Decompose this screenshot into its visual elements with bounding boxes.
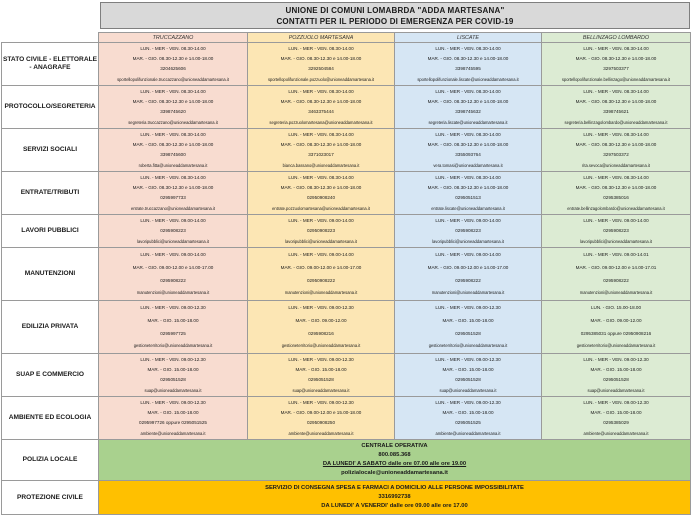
- opening-hours: MAR. - GIO. 08.30-12.30 e 14.00-18.00: [427, 99, 509, 105]
- opening-hours: LUN. - MER - VEN. 08.30-14.00: [435, 45, 501, 51]
- email-link[interactable]: gestioneterritorio@unioneaddamartesana.it: [281, 343, 361, 349]
- opening-hours: LUN. - MER - VEN. 09.00-12.30: [583, 356, 649, 362]
- email-link[interactable]: segreteria.pozzuolomartesana@unioneaddamartesana.it: [269, 119, 373, 125]
- opening-hours: LUN. - MER - VEN. 08.30-14.00: [583, 174, 649, 180]
- opening-hours: MAR. - GIO. 08.30-12.30 e 14.00-18.00: [427, 56, 509, 62]
- phone-number: 3297503377: [603, 66, 629, 72]
- protezione-info-line: SERVIZIO DI CONSEGNA SPESA E FARMACI A DOMICILIO ALLE PERSONE IMPOSSIBILITATE: [265, 485, 524, 491]
- opening-hours: MAR. - GIO. 08.30-12.30 e 14.00-18.00: [575, 185, 657, 191]
- email-link[interactable]: segreteria.bellinzagolombardo@unioneaddamartesana.it: [564, 119, 668, 125]
- contact-cell: [248, 215, 395, 248]
- email-link[interactable]: sportellopolifunzionale.pozzuolo@unioneaddamartesana.it: [267, 76, 375, 82]
- email-link[interactable]: segreteria.truccazzano@unioneaddamartesana.it: [128, 119, 218, 125]
- phone-number: 0295051525: [455, 420, 481, 426]
- section-row-edilizia-privata: [2, 301, 691, 354]
- contact-cell: [248, 86, 395, 129]
- contact-cell: [542, 248, 691, 301]
- contact-cell: [248, 397, 395, 440]
- phone-number: 0295997725: [160, 330, 186, 336]
- opening-hours: MAR. - GIO. 15.00-18.00: [147, 410, 199, 416]
- opening-hours: LUN. - MER - VEN. 09.00-14.00: [140, 217, 206, 223]
- opening-hours: LUN. - MER - VEN. 08.30-14.00: [583, 45, 649, 51]
- row-label: SERVIZI SOCIALI: [2, 129, 99, 172]
- email-link[interactable]: sportellopolifunzionale.bellinzago@unioneaddamartesana.it: [561, 76, 671, 82]
- contact-cell: [99, 43, 248, 86]
- contact-cell: [395, 129, 542, 172]
- section-row-entrate-tributi: [2, 172, 691, 215]
- email-link[interactable]: entrate.truccazzano@unioneaddamartesana.it: [130, 205, 216, 211]
- header-subtitle: CONTATTI PER IL PERIODO DI EMERGENZA PER COVID-19: [276, 17, 514, 26]
- opening-hours: MAR. - GIO. 08.30-12.30 e 14.00-18.00: [280, 142, 362, 148]
- row-label: STATO CIVILE - ELETTORALE - ANAGRAFE: [2, 43, 99, 86]
- opening-hours: LUN. - MER - VEN. 09.00-12.30: [435, 399, 501, 405]
- opening-hours: LUN. - MER - VEN. 08.30-14.00: [140, 88, 206, 94]
- opening-hours: LUN. - MER - VEN. 08.30-14.00: [435, 88, 501, 94]
- contact-cell: [395, 301, 542, 354]
- section-row-protezione-civile: [2, 481, 691, 515]
- email-link[interactable]: gestioneterritorio@unioneaddamartesana.it: [576, 343, 656, 349]
- row-label: POLIZIA LOCALE: [2, 440, 99, 481]
- column-header-pozzuolo: POZZUOLO MARTESANA: [248, 33, 395, 43]
- phone-number: 0295385029: [603, 420, 629, 426]
- phone-number: 0295908223: [160, 228, 186, 234]
- phone-number: 3398745632: [455, 109, 481, 115]
- contact-cell: [99, 301, 248, 354]
- opening-hours: LUN. - MER - VEN. 09.00-12.30: [435, 356, 501, 362]
- opening-hours: LUN. - MER - VEN. 09.00-14.01: [583, 252, 649, 258]
- email-link[interactable]: lavoripubblici@unioneaddamartesana.it: [580, 238, 652, 244]
- phone-number: 3463375444: [308, 109, 334, 115]
- opening-hours: LUN. - MER - VEN. 08.30-14.00: [140, 174, 206, 180]
- email-link[interactable]: entrate.pozzuolomartesana@unioneaddamartesana.it: [272, 205, 370, 211]
- opening-hours: LUN. - MER - VEN. 09.00-14.00: [435, 217, 501, 223]
- email-link[interactable]: roberta.fitta@unioneaddamartesana.it: [138, 162, 208, 168]
- document-header: [100, 2, 690, 29]
- phone-number: 02950908240: [306, 195, 336, 201]
- section-row-suap-e-commercio: [2, 354, 691, 397]
- contact-cell: [248, 354, 395, 397]
- contact-cell: [542, 215, 691, 248]
- phone-number: 0295908216: [308, 330, 334, 336]
- opening-hours: LUN. - MER - VEN. 09.00-12.30: [435, 305, 501, 311]
- opening-hours: MAR. - GIO. 15.00-18.00: [590, 367, 642, 373]
- phone-number: 0295997733: [160, 195, 186, 201]
- email-link[interactable]: segreteria.liscate@unioneaddamartesana.it: [428, 119, 508, 125]
- email-link[interactable]: ambiente@unioneaddamartesana.it: [435, 430, 501, 436]
- opening-hours: MAR. - GIO. 15.00-18.00: [442, 367, 494, 373]
- contact-cell: [248, 172, 395, 215]
- row-label: EDILIZIA PRIVATA: [2, 301, 99, 354]
- opening-hours: LUN. - MER - VEN. 08.30-14.00: [583, 131, 649, 137]
- phone-number: 3292504584: [308, 66, 334, 72]
- protezione-info-line: 3316992738: [378, 494, 411, 500]
- opening-hours: MAR. - GIO. 15.00-18.00: [442, 410, 494, 416]
- polizia-info-line: DA LUNEDI' A SABATO dalle ore 07.00 alle ore 19.00: [322, 461, 467, 467]
- row-label: MANUTENZIONI: [2, 248, 99, 301]
- opening-hours: MAR. - GIO. 09.00-12.00 e 14.00-17.00: [427, 264, 509, 270]
- opening-hours: MAR. - GIO. 09.00-12.00 e 14.00-17.00: [280, 264, 362, 270]
- section-row-ambiente-ed-ecologia: [2, 397, 691, 440]
- email-link[interactable]: ambiente@unioneaddamartesana.it: [288, 430, 354, 436]
- contact-cell: [542, 172, 691, 215]
- email-link[interactable]: ambiente@unioneaddamartesana.it: [583, 430, 649, 436]
- email-link[interactable]: lavoripubblici@unioneaddamartesana.it: [137, 238, 209, 244]
- opening-hours: LUN. - MER - VEN. 08.30-14.00: [435, 131, 501, 137]
- email-link[interactable]: lavoripubblici@unioneaddamartesana.it: [285, 238, 357, 244]
- email-link[interactable]: entrate.liscate@unioneaddamartesana.it: [431, 205, 505, 211]
- phone-number: 0295908222: [160, 277, 186, 283]
- phone-number: 3355093764: [455, 152, 481, 158]
- contact-cell: [395, 397, 542, 440]
- phone-number: 3398745621: [603, 109, 629, 115]
- phone-number: 0295997726 oppure 0295051525: [139, 420, 207, 426]
- column-header-truccazzano: TRUCCAZZANO: [99, 33, 248, 43]
- email-link[interactable]: gestioneterritorio@unioneaddamartesana.it: [133, 343, 213, 349]
- phone-number: 0295051528: [603, 377, 629, 383]
- section-row-stato-civile-elettorale-anagrafe: [2, 43, 691, 86]
- contact-cell: [99, 129, 248, 172]
- contact-cell: [542, 354, 691, 397]
- phone-number: 0295908222: [455, 277, 481, 283]
- opening-hours: LUN. - MER - VEN. 08.30-14.00: [583, 88, 649, 94]
- opening-hours: MAR. - GIO. 08.30-12.30 e 14.00-18.00: [280, 185, 362, 191]
- email-link[interactable]: manutenzioni@unioneaddamartesana.it: [284, 290, 358, 296]
- contact-cell: [395, 86, 542, 129]
- opening-hours: LUN. - MER - VEN. 09.00-12.30: [288, 356, 354, 362]
- contact-cell: [542, 129, 691, 172]
- opening-hours: LUN. - MER - VEN. 09.00-12.30: [288, 399, 354, 405]
- email-link[interactable]: bianca.bassano@unioneaddamartesana.it: [282, 162, 360, 168]
- phone-number: 3371023017: [308, 152, 334, 158]
- opening-hours: MAR. - GIO. 08.30-12.30 e 14.00-18.00: [575, 99, 657, 105]
- opening-hours: LUN. - MER - VEN. 08.30-14.00: [288, 88, 354, 94]
- opening-hours: MAR. - GIO. 08.30-12.30 e 14.00-18.00: [575, 56, 657, 62]
- header-title: UNIONE DI COMUNI LOMABRDA "ADDA MARTESANA": [285, 6, 505, 15]
- opening-hours: LUN. - MER - VEN. 08.30-14.00: [140, 45, 206, 51]
- section-row-servizi-sociali: [2, 129, 691, 172]
- opening-hours: LUN. - MER - VEN. 09.00-14.00: [140, 252, 206, 258]
- contact-cell: [395, 172, 542, 215]
- contact-cell: [542, 86, 691, 129]
- opening-hours: LUN. - MER - VEN. 09.00-12.30: [583, 399, 649, 405]
- email-link[interactable]: polizialocale@unioneaddamartesana.it: [341, 470, 448, 476]
- empty-corner: [2, 33, 99, 43]
- column-header-bellinzago: BELLINZAGO LOMBARDO: [542, 33, 691, 43]
- opening-hours: MAR. - GIO. 15.00-18.00: [590, 410, 642, 416]
- email-link[interactable]: lavoripubblici@unioneaddamartesana.it: [432, 238, 504, 244]
- opening-hours: LUN. - GIO. 15.00-18.00: [590, 305, 642, 311]
- phone-number: 0295051528: [455, 330, 481, 336]
- email-link[interactable]: suap@unioneaddamartesana.it: [587, 387, 645, 393]
- contact-cell: [248, 129, 395, 172]
- contact-cell: [248, 301, 395, 354]
- contact-cell: [542, 301, 691, 354]
- phone-number: 0295051528: [308, 377, 334, 383]
- opening-hours: LUN. - MER - VEN. 08.30-14.00: [435, 174, 501, 180]
- phone-number: 02950908250: [306, 420, 336, 426]
- section-row-polizia-locale: [2, 440, 691, 481]
- contact-cell: [248, 43, 395, 86]
- row-label: ENTRATE/TRIBUTI: [2, 172, 99, 215]
- opening-hours: MAR. - GIO. 09.00-12.00: [295, 317, 347, 323]
- phone-number: 02950908222: [306, 277, 336, 283]
- opening-hours: MAR. - GIO. 09.00-12.00: [590, 317, 642, 323]
- row-label: LAVORI PUBBLICI: [2, 215, 99, 248]
- column-header-liscate: LISCATE: [395, 33, 542, 43]
- phone-number: 02950908223: [306, 228, 336, 234]
- contact-cell: [99, 215, 248, 248]
- phone-number: 0295385031 oppure 02950908216: [580, 330, 652, 336]
- contact-cell: [99, 172, 248, 215]
- opening-hours: MAR. - GIO. 09.00-12.00 e 15.00-18.00: [280, 410, 362, 416]
- phone-number: 3398745620: [160, 109, 186, 115]
- opening-hours: LUN. - MER - VEN. 09.00-14.00: [583, 217, 649, 223]
- email-link[interactable]: manutenzioni@unioneaddamartesana.it: [579, 290, 653, 296]
- phone-number: 3398745600: [160, 152, 186, 158]
- phone-number: 0295908222: [603, 277, 629, 283]
- opening-hours: MAR. - GIO. 08.30-12.30 e 14.00-18.00: [427, 142, 509, 148]
- phone-number: 3297503372: [603, 152, 629, 158]
- section-row-manutenzioni: [2, 248, 691, 301]
- contact-cell: [395, 354, 542, 397]
- email-link[interactable]: manutenzioni@unioneaddamartesana.it: [136, 290, 210, 296]
- opening-hours: MAR. - GIO. 08.30-12.30 e 14.00-18.00: [427, 185, 509, 191]
- opening-hours: LUN. - MER - VEN. 09.00-12.30: [140, 356, 206, 362]
- opening-hours: LUN. - MER - VEN. 09.00-12.30: [140, 305, 206, 311]
- email-link[interactable]: ambiente@unioneaddamartesana.it: [140, 430, 206, 436]
- opening-hours: LUN. - MER - VEN. 09.00-12.30: [288, 305, 354, 311]
- email-link[interactable]: suap@unioneaddamartesana.it: [292, 387, 350, 393]
- opening-hours: LUN. - MER - VEN. 09.00-14.00: [435, 252, 501, 258]
- opening-hours: MAR. - GIO. 08.30-12.30 e 14.00-18.00: [132, 56, 214, 62]
- email-link[interactable]: rita.sevoca@unioneaddamartesana.it: [582, 162, 650, 168]
- section-row-protocollo-segreteria: [2, 86, 691, 129]
- opening-hours: MAR. - GIO. 08.30-12.30 e 14.00-18.00: [132, 99, 214, 105]
- contact-cell: [99, 354, 248, 397]
- phone-number: 3204625606: [160, 66, 186, 72]
- email-link[interactable]: suap@unioneaddamartesana.it: [439, 387, 497, 393]
- section-row-lavori-pubblici: [2, 215, 691, 248]
- opening-hours: MAR. - GIO. 15.00-18.00: [295, 367, 347, 373]
- opening-hours: LUN. - MER - VEN. 08.30-14.00: [140, 131, 206, 137]
- opening-hours: LUN. - MER - VEN. 09.00-14.00: [288, 217, 354, 223]
- polizia-info-line: 800.085.368: [378, 452, 411, 458]
- opening-hours: MAR. - GIO. 15.00-18.00: [442, 317, 494, 323]
- email-link[interactable]: gestioneterritorio@unioneaddamartesana.it: [428, 343, 508, 349]
- opening-hours: LUN. - MER - VEN. 09.00-12.30: [140, 399, 206, 405]
- opening-hours: LUN. - MER - VEN. 08.30-14.00: [288, 131, 354, 137]
- contact-cell: [542, 397, 691, 440]
- opening-hours: MAR. - GIO. 08.30-12.30 e 14.00-18.00: [280, 99, 362, 105]
- phone-number: 0295051528: [160, 377, 186, 383]
- phone-number: 0295051513: [455, 195, 481, 201]
- opening-hours: MAR. - GIO. 08.30-12.30 e 14.00-18.00: [132, 142, 214, 148]
- email-link[interactable]: suap@unioneaddamartesana.it: [144, 387, 202, 393]
- phone-number: 0295908223: [603, 228, 629, 234]
- contacts-table: [1, 32, 691, 515]
- email-link[interactable]: vera.tomasi@unioneaddamartesana.it: [433, 162, 503, 168]
- opening-hours: LUN. - MER - VEN. 08.30-14.00: [288, 45, 354, 51]
- opening-hours: MAR. - GIO. 09.00-12.00 e 14.00-17.01: [575, 264, 657, 270]
- opening-hours: MAR. - GIO. 08.30-12.30 e 14.00-18.00: [575, 142, 657, 148]
- contact-cell: [542, 43, 691, 86]
- polizia-info-line: CENTRALE OPERATIVA: [361, 443, 428, 449]
- contact-cell: [248, 248, 395, 301]
- phone-number: 3398745595: [455, 66, 481, 72]
- contact-cell: [99, 86, 248, 129]
- email-link[interactable]: entrate.bellinzagolombardo@unioneaddamartesana.it: [567, 205, 665, 211]
- opening-hours: MAR. - GIO. 15.00-18.00: [147, 367, 199, 373]
- opening-hours: MAR. - GIO. 08.30-12.30 e 14.00-18.00: [280, 56, 362, 62]
- email-link[interactable]: sportellopolifunzionale.liscate@unioneaddamartesana.it: [417, 76, 519, 82]
- opening-hours: MAR. - GIO. 15.00-18.00: [147, 317, 199, 323]
- phone-number: 0295385016: [603, 195, 629, 201]
- row-label: PROTOCOLLO/SEGRETERIA: [2, 86, 99, 129]
- phone-number: 0295051528: [455, 377, 481, 383]
- protezione-info-line: DA LUNEDI' A VENERDI' dalle ore 09.00 alle ore 17.00: [321, 503, 468, 509]
- polizia-contact-cell: [99, 440, 691, 481]
- column-header-row: [2, 33, 691, 43]
- row-label: SUAP E COMMERCIO: [2, 354, 99, 397]
- email-link[interactable]: sportellopolifunzionale.truccazzano@unioneaddamartesana.it: [117, 76, 229, 82]
- opening-hours: LUN. - MER - VEN. 08.30-14.00: [288, 174, 354, 180]
- protezione-contact-cell: [99, 481, 691, 515]
- email-link[interactable]: manutenzioni@unioneaddamartesana.it: [431, 290, 505, 296]
- contact-cell: [99, 397, 248, 440]
- opening-hours: LUN. - MER - VEN. 09.00-14.00: [288, 252, 354, 258]
- contact-cell: [395, 215, 542, 248]
- opening-hours: MAR. - GIO. 09.00-12.00 e 14.00-17.00: [132, 264, 214, 270]
- opening-hours: MAR. - GIO. 08.30-12.30 e 14.00-18.00: [132, 185, 214, 191]
- row-label: PROTEZIONE CIVILE: [2, 481, 99, 515]
- contact-cell: [395, 43, 542, 86]
- row-label: AMBIENTE ED ECOLOGIA: [2, 397, 99, 440]
- contact-cell: [395, 248, 542, 301]
- contact-cell: [99, 248, 248, 301]
- phone-number: 0295908223: [455, 228, 481, 234]
